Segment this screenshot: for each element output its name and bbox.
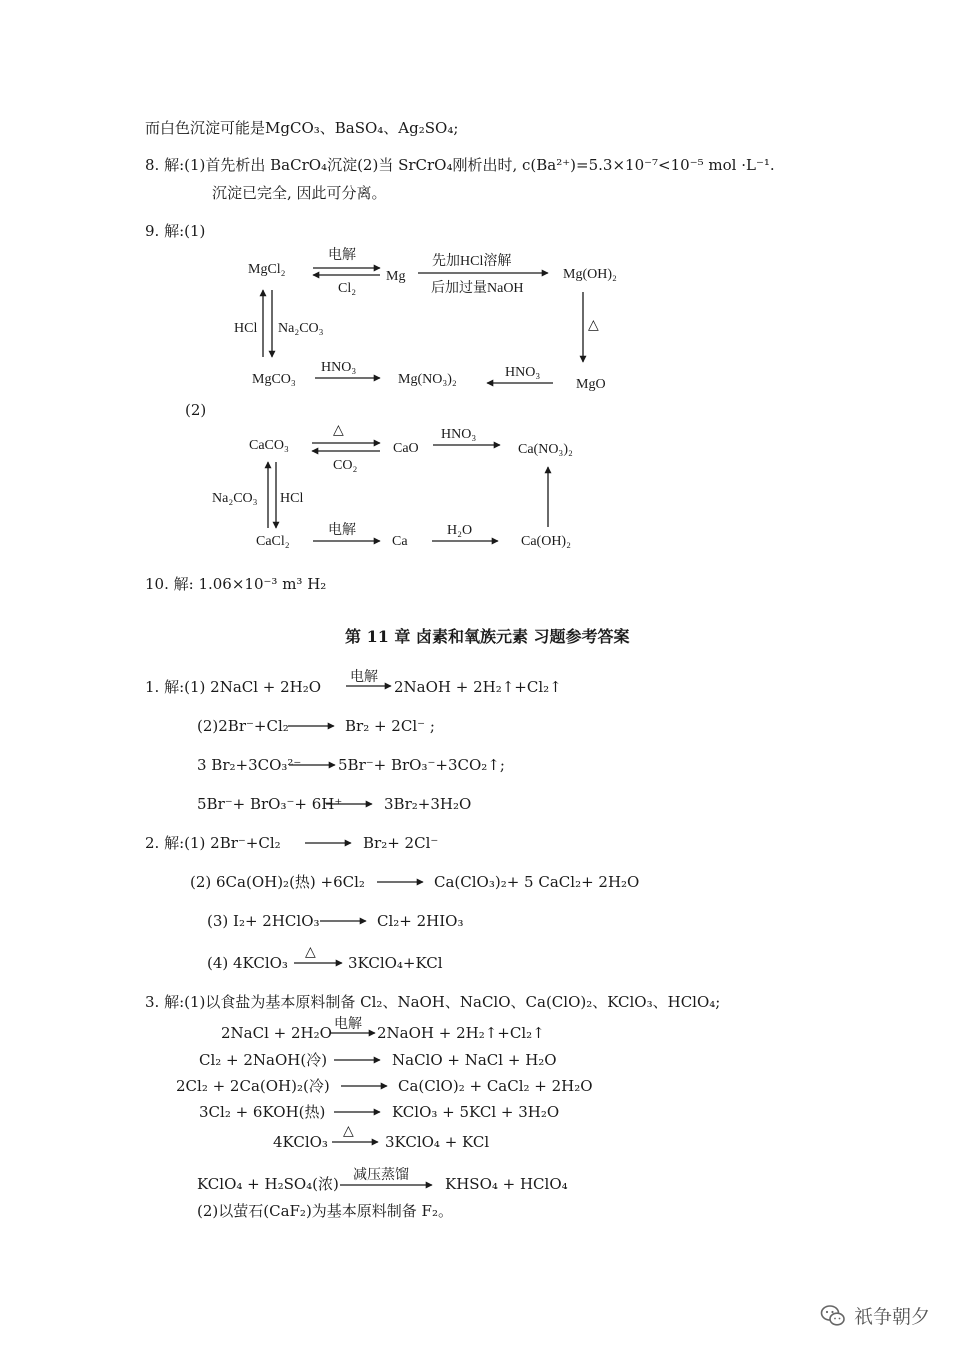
a2-r1-right: Br₂+ 2Cl⁻	[363, 834, 439, 852]
a3-e5-condition: △	[343, 1123, 354, 1139]
a1-label: 1. 解:(1) 2NaCl + 2H₂O	[145, 678, 322, 696]
caoh2-node: Ca(OH)₂	[521, 534, 571, 549]
a1-r4-right: 3Br₂+3H₂O	[384, 795, 472, 813]
a3-e2-right: NaClO + NaCl + H₂O	[392, 1051, 557, 1069]
watermark	[820, 1302, 930, 1329]
a2-r2-right: Ca(ClO₃)₂+ 5 CaCl₂+ 2H₂O	[434, 873, 640, 891]
q8-line2: 沉淀已完全, 因此可分离。	[212, 184, 387, 202]
caco3-node: CaCO₃	[249, 438, 289, 453]
hno3-label-b: HNO₃	[505, 365, 541, 380]
hcl-label: HCl	[234, 321, 258, 336]
na2co3-label: Na₂CO₃	[278, 321, 324, 336]
a3-e5-right: 3KClO₄ + KCl	[385, 1133, 490, 1151]
hno3-label-c: HNO₃	[441, 427, 477, 442]
watermark-text: 祇争朝夕	[853, 1306, 930, 1328]
electrolysis-label-2: 电解	[328, 523, 356, 538]
a1-product: 2NaOH + 2H₂↑+Cl₂↑	[394, 678, 562, 696]
a1-r2-left: (2)2Br⁻+Cl₂	[197, 717, 289, 735]
hcl-label-2: HCl	[280, 491, 304, 506]
a1-r2-right: Br₂ + 2Cl⁻ ;	[345, 717, 435, 735]
cacl2-node: CaCl₂	[256, 534, 290, 549]
q8-line1: 8. 解:(1)首先析出 BaCrO₄沉淀(2)当 SrCrO₄刚析出时, c(Ba²⁺)=5.3×10⁻⁷<10⁻⁵ mol ·L⁻¹.	[145, 156, 775, 174]
a3-e2-left: Cl₂ + 2NaOH(冷)	[199, 1051, 328, 1069]
mgcl2-node: MgCl₂	[248, 262, 286, 277]
cao-node: CaO	[393, 441, 419, 456]
a3-e5-left: 4KClO₃	[273, 1133, 328, 1151]
na2co3-label-2: Na₂CO₃	[212, 491, 258, 506]
a2-r4-right: 3KClO₄+KCl	[348, 954, 443, 972]
a3-e4-left: 3Cl₂ + 6KOH(热)	[199, 1103, 326, 1121]
h2o-label: H₂O	[447, 523, 473, 538]
a3-e6-condition: 减压蒸馏	[353, 1167, 409, 1183]
cl2-label: Cl₂	[338, 281, 357, 296]
cano32-node: Ca(NO₃)₂	[518, 442, 573, 457]
a3-e3-left: 2Cl₂ + 2Ca(OH)₂(冷)	[176, 1077, 330, 1095]
a2-r3-right: Cl₂+ 2HIO₃	[377, 912, 464, 930]
mgo-node: MgO	[576, 377, 606, 392]
mgno32-node: Mg(NO₃)₂	[398, 372, 457, 387]
first-hcl-label: 先加HCl溶解	[432, 254, 512, 269]
mg-node: Mg	[386, 269, 406, 284]
co2-label: CO₂	[333, 458, 358, 473]
then-naoh-label: 后加过量NaOH	[431, 281, 524, 296]
intro-line: 而白色沉淀可能是MgCO₃、BaSO₄、Ag₂SO₄;	[145, 119, 459, 137]
a3-e4-right: KClO₃ + 5KCl + 3H₂O	[392, 1103, 560, 1121]
electrolysis-label: 电解	[328, 248, 356, 263]
a3-part2: (2)以萤石(CaF₂)为基本原料制备 F₂。	[197, 1202, 453, 1220]
mgoh2-node: Mg(OH)₂	[563, 267, 617, 282]
hno3-label-a: HNO₃	[321, 360, 357, 375]
a3-e1-left: 2NaCl + 2H₂O	[221, 1024, 332, 1042]
a1-r3-left: 3 Br₂+3CO₃²⁻	[197, 756, 302, 774]
a1-r3-right: 5Br⁻+ BrO₃⁻+3CO₂↑;	[338, 756, 505, 774]
q9-label: 9. 解:(1)	[145, 222, 206, 240]
a3-e1-condition: 电解	[334, 1016, 362, 1032]
heat-label: △	[588, 318, 599, 333]
wechat-icon	[820, 1303, 846, 1329]
mgco3-node: MgCO₃	[252, 372, 296, 387]
a3-intro: 3. 解:(1)以食盐为基本原料制备 Cl₂、NaOH、NaClO、Ca(ClO)₂、KClO₃、HClO₄;	[145, 993, 721, 1011]
q10-line: 10. 解: 1.06×10⁻³ m³ H₂	[145, 575, 327, 593]
a2-r1-left: 2. 解:(1) 2Br⁻+Cl₂	[145, 834, 281, 852]
a1-r4-left: 5Br⁻+ BrO₃⁻+ 6H⁺	[197, 795, 343, 813]
chapter-title: 第 11 章 卤素和氧族元素 习题参考答案	[345, 627, 630, 646]
a3-e6-right: KHSO₄ + HClO₄	[445, 1175, 568, 1193]
a2-r4-condition: △	[305, 944, 316, 960]
q9-part2-label: (2)	[185, 401, 207, 419]
a2-r3-left: (3) I₂+ 2HClO₃	[207, 912, 320, 930]
a3-e3-right: Ca(ClO)₂ + CaCl₂ + 2H₂O	[398, 1077, 593, 1095]
a2-r4-left: (4) 4KClO₃	[207, 954, 288, 972]
a3-e1-right: 2NaOH + 2H₂↑+Cl₂↑	[377, 1024, 545, 1042]
ca-node: Ca	[392, 534, 408, 549]
a1-condition: 电解	[350, 669, 378, 685]
a2-r2-left: (2) 6Ca(OH)₂(热) +6Cl₂	[190, 873, 365, 891]
a3-e6-left: KClO₄ + H₂SO₄(浓)	[197, 1175, 339, 1193]
heat-label-2: △	[333, 423, 344, 438]
